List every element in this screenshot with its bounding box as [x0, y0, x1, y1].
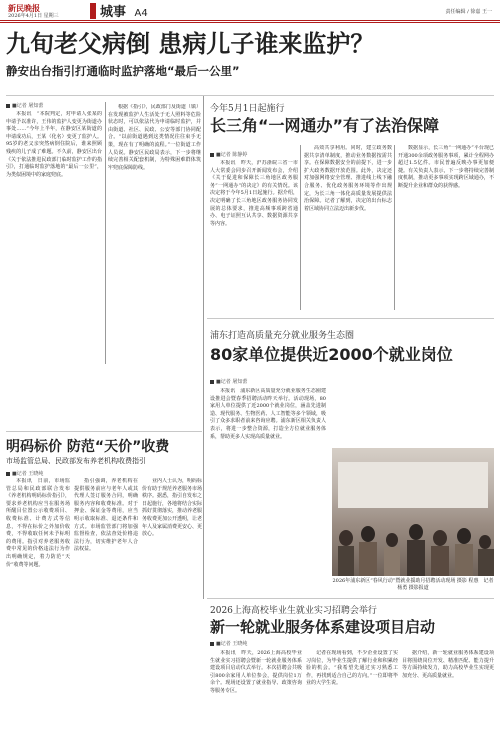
header-rule [0, 20, 500, 21]
job-headline: 80家单位提供近2000个就业岗位 [210, 345, 453, 364]
divider [6, 431, 202, 432]
divider [6, 95, 494, 96]
header-rule-2 [0, 22, 500, 23]
pricing-headline: 明码标价 防范“天价”收费 [6, 439, 170, 455]
column-rule [105, 102, 106, 364]
paper-date: 2026年4月1日 星期三 [8, 13, 59, 19]
lead-column-1: 本报讯 “本院判定，对申请人张某的申请予以准许，王伟的监护人变更为街道办事处……”今年上半年，在静安区某街道的申请成功后，王某（化名）变更了监护人。95岁的老父亲突然病倒住院后，谁来照顾残疾的儿子成了难题。不久前，静安区出台《关于依法推进民政部门临时监护工作的指引》，打通临时监护落地的“最后一公里”，为类似困境中的家庭兜底。 [6, 111, 102, 178]
lead-headline: 九旬老父病倒 患病儿子谁来监护？ [6, 30, 375, 58]
photo-caption: 2026年浦东新区“春风行动”暨就业援助月招聘活动现场 摄影 程惠 记者 杨勇 摄影报道 [332, 578, 494, 591]
job-byline: ■记者 屠知蕾 [210, 378, 247, 385]
tax-column-2: 高效共享利用。同时，建立政务数据共享清单制度，推动业务数据按需共享。在保障数据安全的前提下，进一步扩大政务数据开放范围。此外，决定还对加强网络安全管理、推进线上线下融合服务、优化政务服务环境等作出规定，为长三角一体化高质量发展提供法治保障。记者了解到，决定的出台标志着区域协同立法迈出新步伐。 [304, 145, 392, 212]
graduate-column-2: 记者在现场看到，不少企业设置了实习岗位，为毕业生提供了解行业和积累经验的机会。“我希望先通过实习熟悉工作，再找到适合自己的方向。”一位即将毕业的大学生说。 [306, 650, 398, 687]
tax-byline: ■记者 陈静婷 [210, 151, 247, 158]
tax-headline: 长三角“一网通办”有了法治保障 [210, 116, 440, 135]
paper-name: 新民晚报 [8, 4, 40, 13]
pricing-subheadline: 市场监管总局、民政部发布养老机构收费指引 [6, 457, 146, 465]
column-rule [300, 145, 301, 310]
job-kicker: 浦东打造高质量充分就业服务生态圈 [210, 331, 355, 341]
lead-subheadline: 静安出台指引打通临时监护落地“最后一公里” [6, 64, 240, 78]
divider [207, 598, 494, 599]
tax-column-3: 数据显示，长三角“一网通办”平台现已开通300余项政务服务事项，累计全程网办超过1.5亿件。市民普遍反映办事更加便捷。有关负责人表示，下一步将持续完善制度机制，推动更多事项实现跨区域通办，不断提升企业和群众的获得感。 [398, 145, 494, 189]
graduate-kicker: 2026上海高校毕业生就业实习招聘会举行 [210, 606, 377, 616]
lead-byline: ■记者 屠知蕾 [6, 102, 43, 109]
graduate-column-1: 本报讯 昨天，2026上海高校毕业生就业实习招聘会暨新一轮就业服务体系建设项目启动仪式举行。本次招聘会共吸引800余家用人单位参会，提供岗位1万余个。现场还设置了就业指导、政策咨询等服务专区。 [210, 650, 302, 694]
page-number: A4 [134, 8, 148, 19]
section-title [100, 1, 148, 20]
section-name: 城事 [100, 5, 127, 20]
graduate-column-3: 据介绍，新一轮就业服务体系建设项目将围绕岗位开发、精准匹配、能力提升等方面持续发力，助力高校毕业生实现更加充分、更高质量就业。 [402, 650, 494, 679]
column-rule [394, 145, 395, 310]
column-rule [203, 95, 204, 599]
section-marker [90, 3, 96, 19]
pricing-column-3: 业内人士认为，明码标价有助于规范养老服务市场秩序。据悉，指引自发布之日起施行，各地将结合实际抓好贯彻落实，推动养老服务收费更加公开透明，让老年人及家属消费更安心、更放心。 [142, 478, 202, 538]
graduate-headline: 新一轮就业服务体系建设项目启动 [210, 618, 436, 636]
divider [207, 318, 494, 319]
graduate-byline: ■记者 王晓纯 [210, 640, 247, 647]
tax-kicker: 今年5月1日起施行 [210, 104, 285, 114]
crowd-illustration [332, 518, 494, 576]
pricing-byline: ■记者 王晓纯 [6, 470, 43, 477]
job-fair-photo [332, 448, 494, 576]
editors-credit: 责任编辑 / 徐嘉 王一 [445, 9, 492, 15]
pricing-column-1: 本报讯 日前，市场监管总局和民政部联合发布《养老机构明码标价指引》，要求养老机构应当在服务场所醒目位置公示收费项目、收费标准、计费方式等信息，不得在标价之外加价收费，不得收取任何未予标明的费用。指引对养老服务收费中常见的价格违法行为作出明确规定，着力防范“天价”收费等问题。 [6, 478, 70, 568]
job-column-1: 本报讯 浦东新区高质量充分就业服务生态圈建设推进会暨春季招聘活动昨天举行。活动现场，80家用人单位提供了近2000个就业岗位，涵盖先进制造、现代服务、生物医药、人工智能等多个领域，吸引了众多求职者前来咨询应聘。浦东新区相关负责人表示，将进一步整合资源，打造全方位就业服务体系，帮助更多人实现高质量就业。 [210, 388, 326, 440]
photo-banner [338, 462, 488, 508]
lead-column-2: 根据《指引》，民政部门及街道（镇）在发现被监护人生活处于无人照料等危险状态时，可以依法代为申请临时监护，并由街道、社区、民政、公安等部门协同配合。“以前街道遇到这类情况往往束手无策，现在有了明确的流程。”一位街道工作人员说。静安区民政局表示，下一步将继续完善相关配套机制，为特殊困难群体筑牢兜底保障防线。 [108, 104, 201, 171]
tax-column-1: 本报讯 昨天，沪苏浙皖三省一市人大常委会同步召开新闻发布会，介绍《关于促进和保障长三角地区政务服务“一网通办”的决定》的有关情况。该决定将于今年5月1日起施行。据介绍，决定明确了长三角地区政务服务协同发展的总体要求，推进高频事项跨省通办、电子证照互认共享、数据资源共享等内容。 [210, 160, 298, 227]
pricing-column-2: 指引强调，养老机构在提供服务前应与老年人或其代理人签订服务合同，明确服务内容和收费标准。对于押金、保证金等费用，应当明示收取标准、退还条件和方式。市场监管部门将加强监督检查，依法查处价格违法行为，切实维护老年人合法权益。 [74, 478, 138, 553]
